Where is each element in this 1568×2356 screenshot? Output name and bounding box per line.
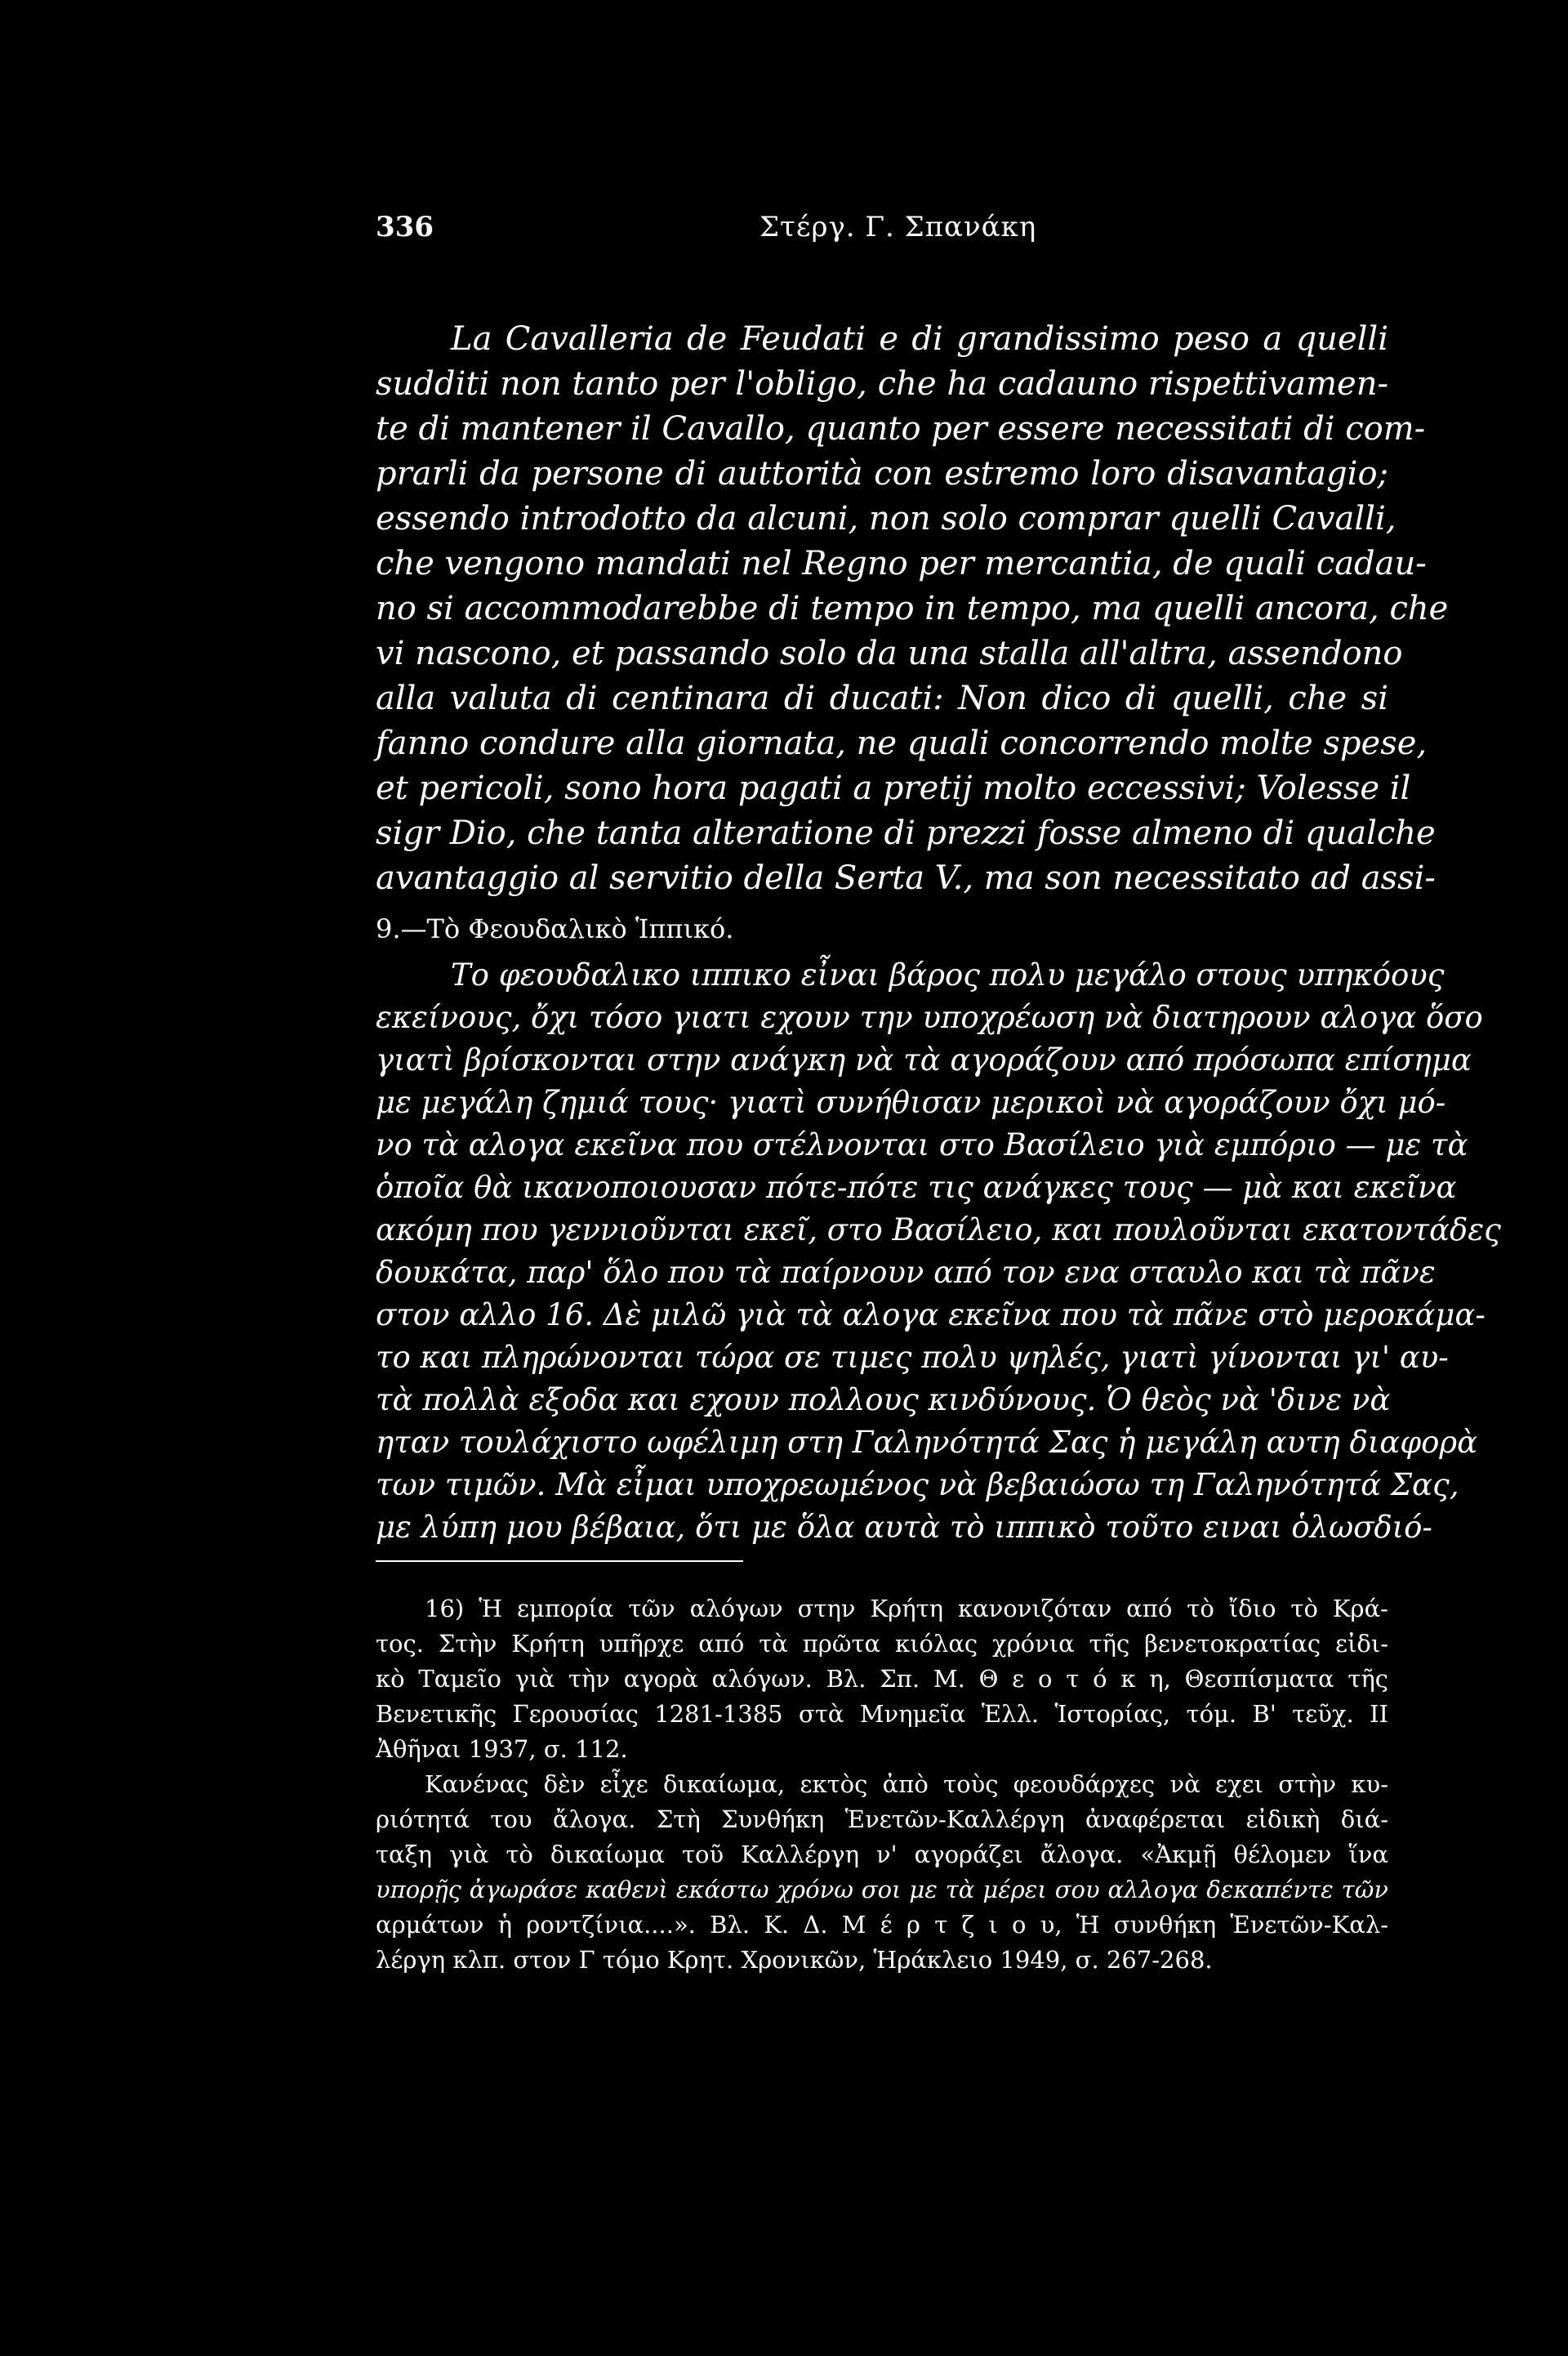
- footnote-line: τος. Στὴν Κρήτη υπῆρχε από τὰ πρῶτα κιόλας χρόνια τῆς βενετοκρατίας εἰδι-: [376, 1630, 1388, 1658]
- text-line: no si accommodarebbe di tempo in tempo, ma quelli ancora, che: [376, 590, 1449, 627]
- footnote-line: Ἀθῆναι 1937, σ. 112.: [376, 1735, 628, 1763]
- text-line: avantaggio al servitio della Serta V., ma son necessitato ad assi-: [376, 859, 1436, 897]
- text-line: με μεγάλη ζημιά τους· γιατὶ συνήθισαν μερικοὶ νὰ αγοράζουν ὄχι μό-: [376, 1085, 1446, 1120]
- text-line: prarli da persone di auttorità con estremo loro disavantagio;: [376, 455, 1388, 493]
- text-line: των τιμῶν. Μὰ εἶμαι υποχρεωμένος νὰ βεβαιώσω τη Γαληνότητά Σας,: [376, 1467, 1459, 1502]
- text-line: το και πληρώνονται τώρα σε τιμες πολυ ψηλές, γιατὶ γίνονται γι' αυ-: [376, 1340, 1449, 1375]
- footnote-line: αρμάτων ἡ ροντζίνια....». Βλ. Κ. Δ. Μ έ ρ τ ζ ι ο υ, Ἡ συνθήκη Ἑνετῶν-Καλ-: [376, 1911, 1388, 1939]
- running-head: Στέργ. Γ. Σπανάκη: [760, 211, 1037, 243]
- text-line: sigr Dio, che tanta alteratione di prezzi fosse almeno di qualche: [376, 814, 1436, 852]
- greek-translation: [376, 954, 1501, 1549]
- text-line: δουκάτα, παρ' ὅλο που τὰ παίρνουν από τον ενα σταυλο και τὰ πᾶνε: [376, 1255, 1436, 1290]
- text-line: ηταν τουλάχιστο ωφέλιμη στη Γαληνότητά Σας ἡ μεγάλη αυτη διαφορὰ: [376, 1425, 1478, 1460]
- text-line: ακόμη που γεννιοῦνται εκεῖ, στο Βασίλειο, και πουλοῦνται εκατοντάδες: [376, 1212, 1501, 1247]
- footnote-line: Βενετικῆς Γερουσίας 1281-1385 στὰ Μνημεῖα Ἑλλ. Ἱστορίας, τόμ. Β' τεῦχ. ΙΙ: [376, 1700, 1388, 1728]
- italian-quote: [376, 317, 1449, 901]
- text-line: γιατὶ βρίσκονται στην ανάγκη νὰ τὰ αγοράζουν από πρόσωπα επίσημα: [376, 1042, 1472, 1078]
- footnote-line: Κανένας δὲν εἶχε δικαίωμα, εκτὸς ἀπὸ τοὺς φεουδάρχες νὰ εχει στὴν κυ-: [425, 1770, 1388, 1798]
- text-line: La Cavalleria de Feudati e di grandissimo peso a quelli: [451, 320, 1388, 358]
- text-line: στον αλλο 16. Δὲ μιλῶ γιὰ τὰ αλογα εκεῖνα που τὰ πᾶνε στὸ μεροκάμα-: [376, 1297, 1486, 1332]
- page-number: 336: [376, 211, 434, 243]
- footnote-line: ταξη γιὰ τὸ δικαίωμα τοῦ Καλλέργη ν' αγοράζει ἄλογα. «Ἀκμῇ θέλομεν ἵνα: [376, 1841, 1388, 1868]
- text-line: che vengono mandati nel Regno per mercantia, de quali cadau-: [376, 545, 1427, 582]
- footnote-line: ριότητά του ἄλογα. Στὴ Συνθήκη Ἑνετῶν-Καλλέργη ἀναφέρεται εἰδικὴ διά-: [376, 1805, 1388, 1833]
- text-line: et pericoli, sono hora pagati a pretij molto eccessivi; Volesse il: [376, 770, 1411, 807]
- text-line: alla valuta di centinara di ducati: Non dico di quelli, che si: [376, 680, 1388, 717]
- text-line: εκείνους, ὄχι τόσο γιατι εχουν την υποχρέωση νὰ διατηρουν αλογα ὅσο: [376, 1000, 1483, 1035]
- section-heading: 9.—Τὸ Φεουδαλικὸ Ἱππικό.: [376, 913, 734, 944]
- text-line: τὰ πολλὰ εξοδα και εχουν πολλους κινδύνους. Ὁ θεὸς νὰ 'δινε νὰ: [376, 1382, 1391, 1417]
- footnote-line: 16) Ἡ εμπορία τῶν αλόγων στην Κρήτη κανονιζόταν από τὸ ἴδιο τὸ Κρά-: [425, 1595, 1388, 1622]
- footnote-divider: [376, 1560, 743, 1562]
- page-header: [0, 211, 1568, 260]
- footnote-line: λέργη κλπ. στον Γ τόμο Κρητ. Χρονικῶν, Ἡράκλειο 1949, σ. 267-268.: [376, 1946, 1213, 1974]
- text-line: ὁποῖα θὰ ικανοποιουσαν πότε-πότε τις ανάγκες τους — μὰ και εκεῖνα: [376, 1170, 1457, 1205]
- text-line: vi nascono, et passando solo da una stalla all'altra, assendono: [376, 635, 1403, 672]
- footnote-line: κὸ Ταμεῖο γιὰ τὴν αγορὰ αλόγων. Βλ. Σπ. Μ. Θ ε ο τ ό κ η, Θεσπίσματα τῆς: [376, 1665, 1388, 1693]
- footnote-line: υπορῇς ἀγωράσε καθενὶ εκάστω χρόνω σοι με τὰ μέρει σου αλλογα δεκαπέντε τῶν: [376, 1876, 1388, 1903]
- text-line: με λύπη μου βέβαια, ὅτι με ὅλα αυτὰ τὸ ιππικὸ τοῦτο ειναι ὁλωσδιό-: [376, 1510, 1432, 1545]
- text-line: sudditi non tanto per l'obligo, che ha cadauno rispettivamen-: [376, 365, 1388, 403]
- text-line: essendo introdotto da alcuni, non solo comprar quelli Cavalli,: [376, 500, 1396, 538]
- text-line: Το φεουδαλικο ιππικο εἶναι βάρος πολυ μεγάλο στους υπηκόους: [451, 957, 1445, 993]
- text-line: te di mantener il Cavallo, quanto per essere necessitati di com-: [376, 410, 1426, 448]
- text-line: νο τὰ αλογα εκεῖνα που στέλνονται στο Βασίλειο γιὰ εμπόριο — με τὰ: [376, 1127, 1468, 1162]
- text-line: fanno condure alla giornata, ne quali concorrendo molte spese,: [376, 725, 1428, 762]
- footnotes: [376, 1591, 1388, 1978]
